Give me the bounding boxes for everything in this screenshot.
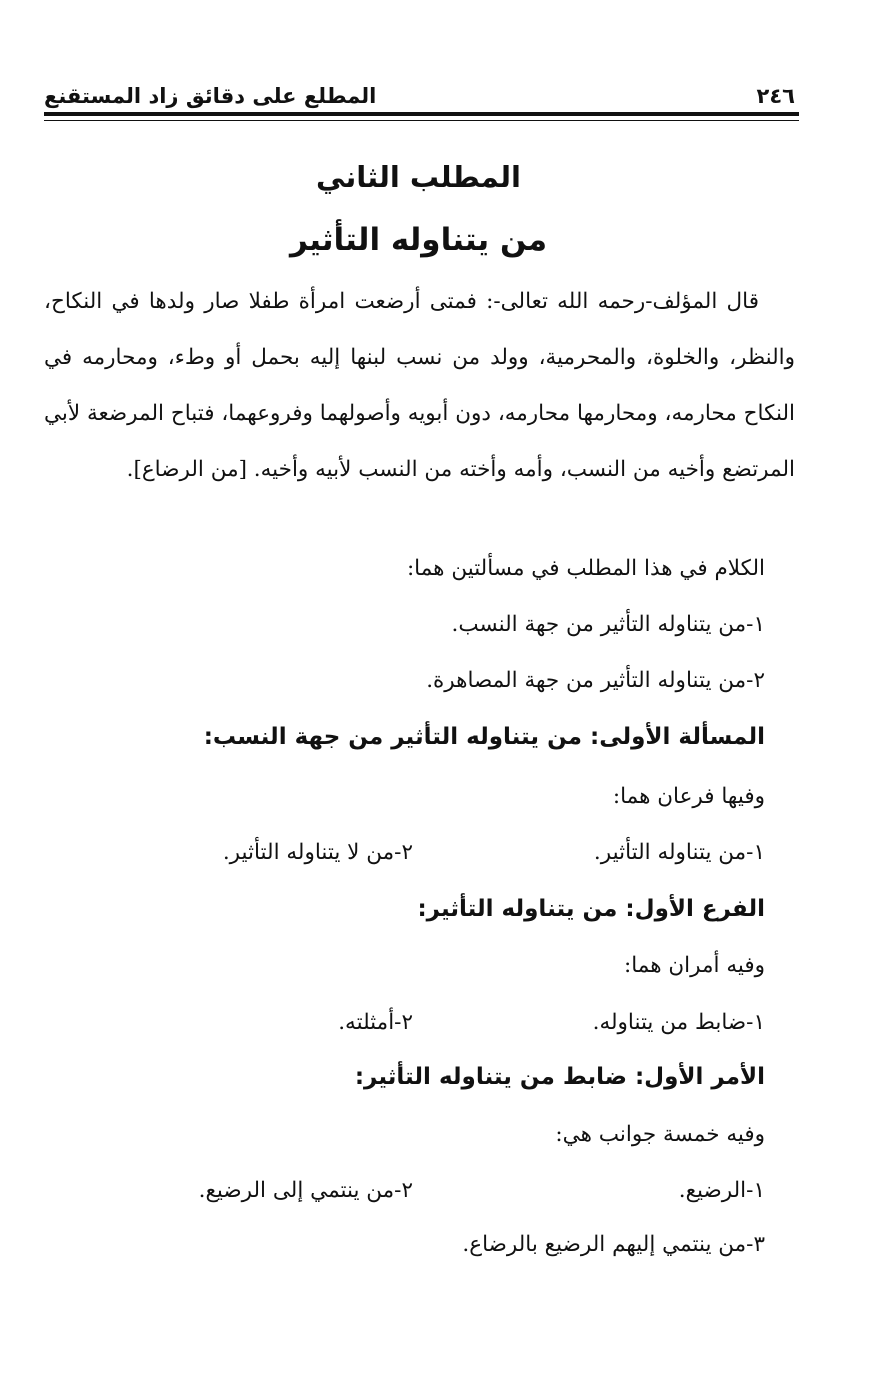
- intro-item-1: ١-من يتناوله التأثير من جهة النسب.: [451, 612, 765, 637]
- section-heading: المطلب الثاني: [316, 160, 521, 194]
- book-title: المطلع على دقائق زاد المستقنع: [44, 84, 377, 108]
- intro-text: الكلام في هذا المطلب في مسألتين هما:: [406, 556, 765, 581]
- quote-paragraph: [44, 274, 795, 498]
- page-number: ٢٤٦: [756, 84, 795, 108]
- issue-1-item-1: ١-من يتناوله التأثير.: [593, 840, 765, 865]
- branch-1-heading: الفرع الأول: من يتناوله التأثير:: [417, 896, 765, 922]
- issue-1-intro: وفيها فرعان هما:: [612, 784, 765, 809]
- matter-1-item-3: ٣-من ينتمي إليهم الرضيع بالرضاع.: [462, 1232, 765, 1257]
- header-rule-thick: [44, 112, 799, 116]
- header-rule-thin: [44, 120, 799, 121]
- matter-1-heading: الأمر الأول: ضابط من يتناوله التأثير:: [354, 1064, 765, 1090]
- matter-1-item-2: ٢-من ينتمي إلى الرضيع.: [198, 1178, 413, 1203]
- issue-1-item-2: ٢-من لا يتناوله التأثير.: [222, 840, 413, 865]
- quote-text: قال المؤلف-رحمه الله تعالى-: فمتى أرضعت امرأة طفلا صار ولدها في النكاح، والنظر، والخلوة، والمحرمية، وولد من نسب لبنها إليه بحمل أو وطء، ومحارمه في النكاح محارمه، ومحارمها محارمه، دون أبويه وأصولهما وفروعهما، فتباح المرضعة لأبي المرتضع وأخيه من النسب، وأمه وأخته من النسب لأبيه وأخيه. [من الرضاع].: [44, 289, 795, 482]
- matter-1-item-1: ١-الرضيع.: [678, 1178, 765, 1203]
- running-header: [44, 74, 795, 108]
- intro-item-2: ٢-من يتناوله التأثير من جهة المصاهرة.: [426, 668, 765, 693]
- issue-1-heading: المسألة الأولى: من يتناوله التأثير من جهة النسب:: [203, 724, 765, 750]
- matter-1-intro: وفيه خمسة جوانب هي:: [555, 1122, 765, 1147]
- branch-1-item-2: ٢-أمثلته.: [338, 1010, 413, 1035]
- subject-heading: من يتناوله التأثير: [289, 222, 548, 258]
- branch-1-intro: وفيه أمران هما:: [623, 953, 765, 978]
- branch-1-item-1: ١-ضابط من يتناوله.: [592, 1010, 765, 1035]
